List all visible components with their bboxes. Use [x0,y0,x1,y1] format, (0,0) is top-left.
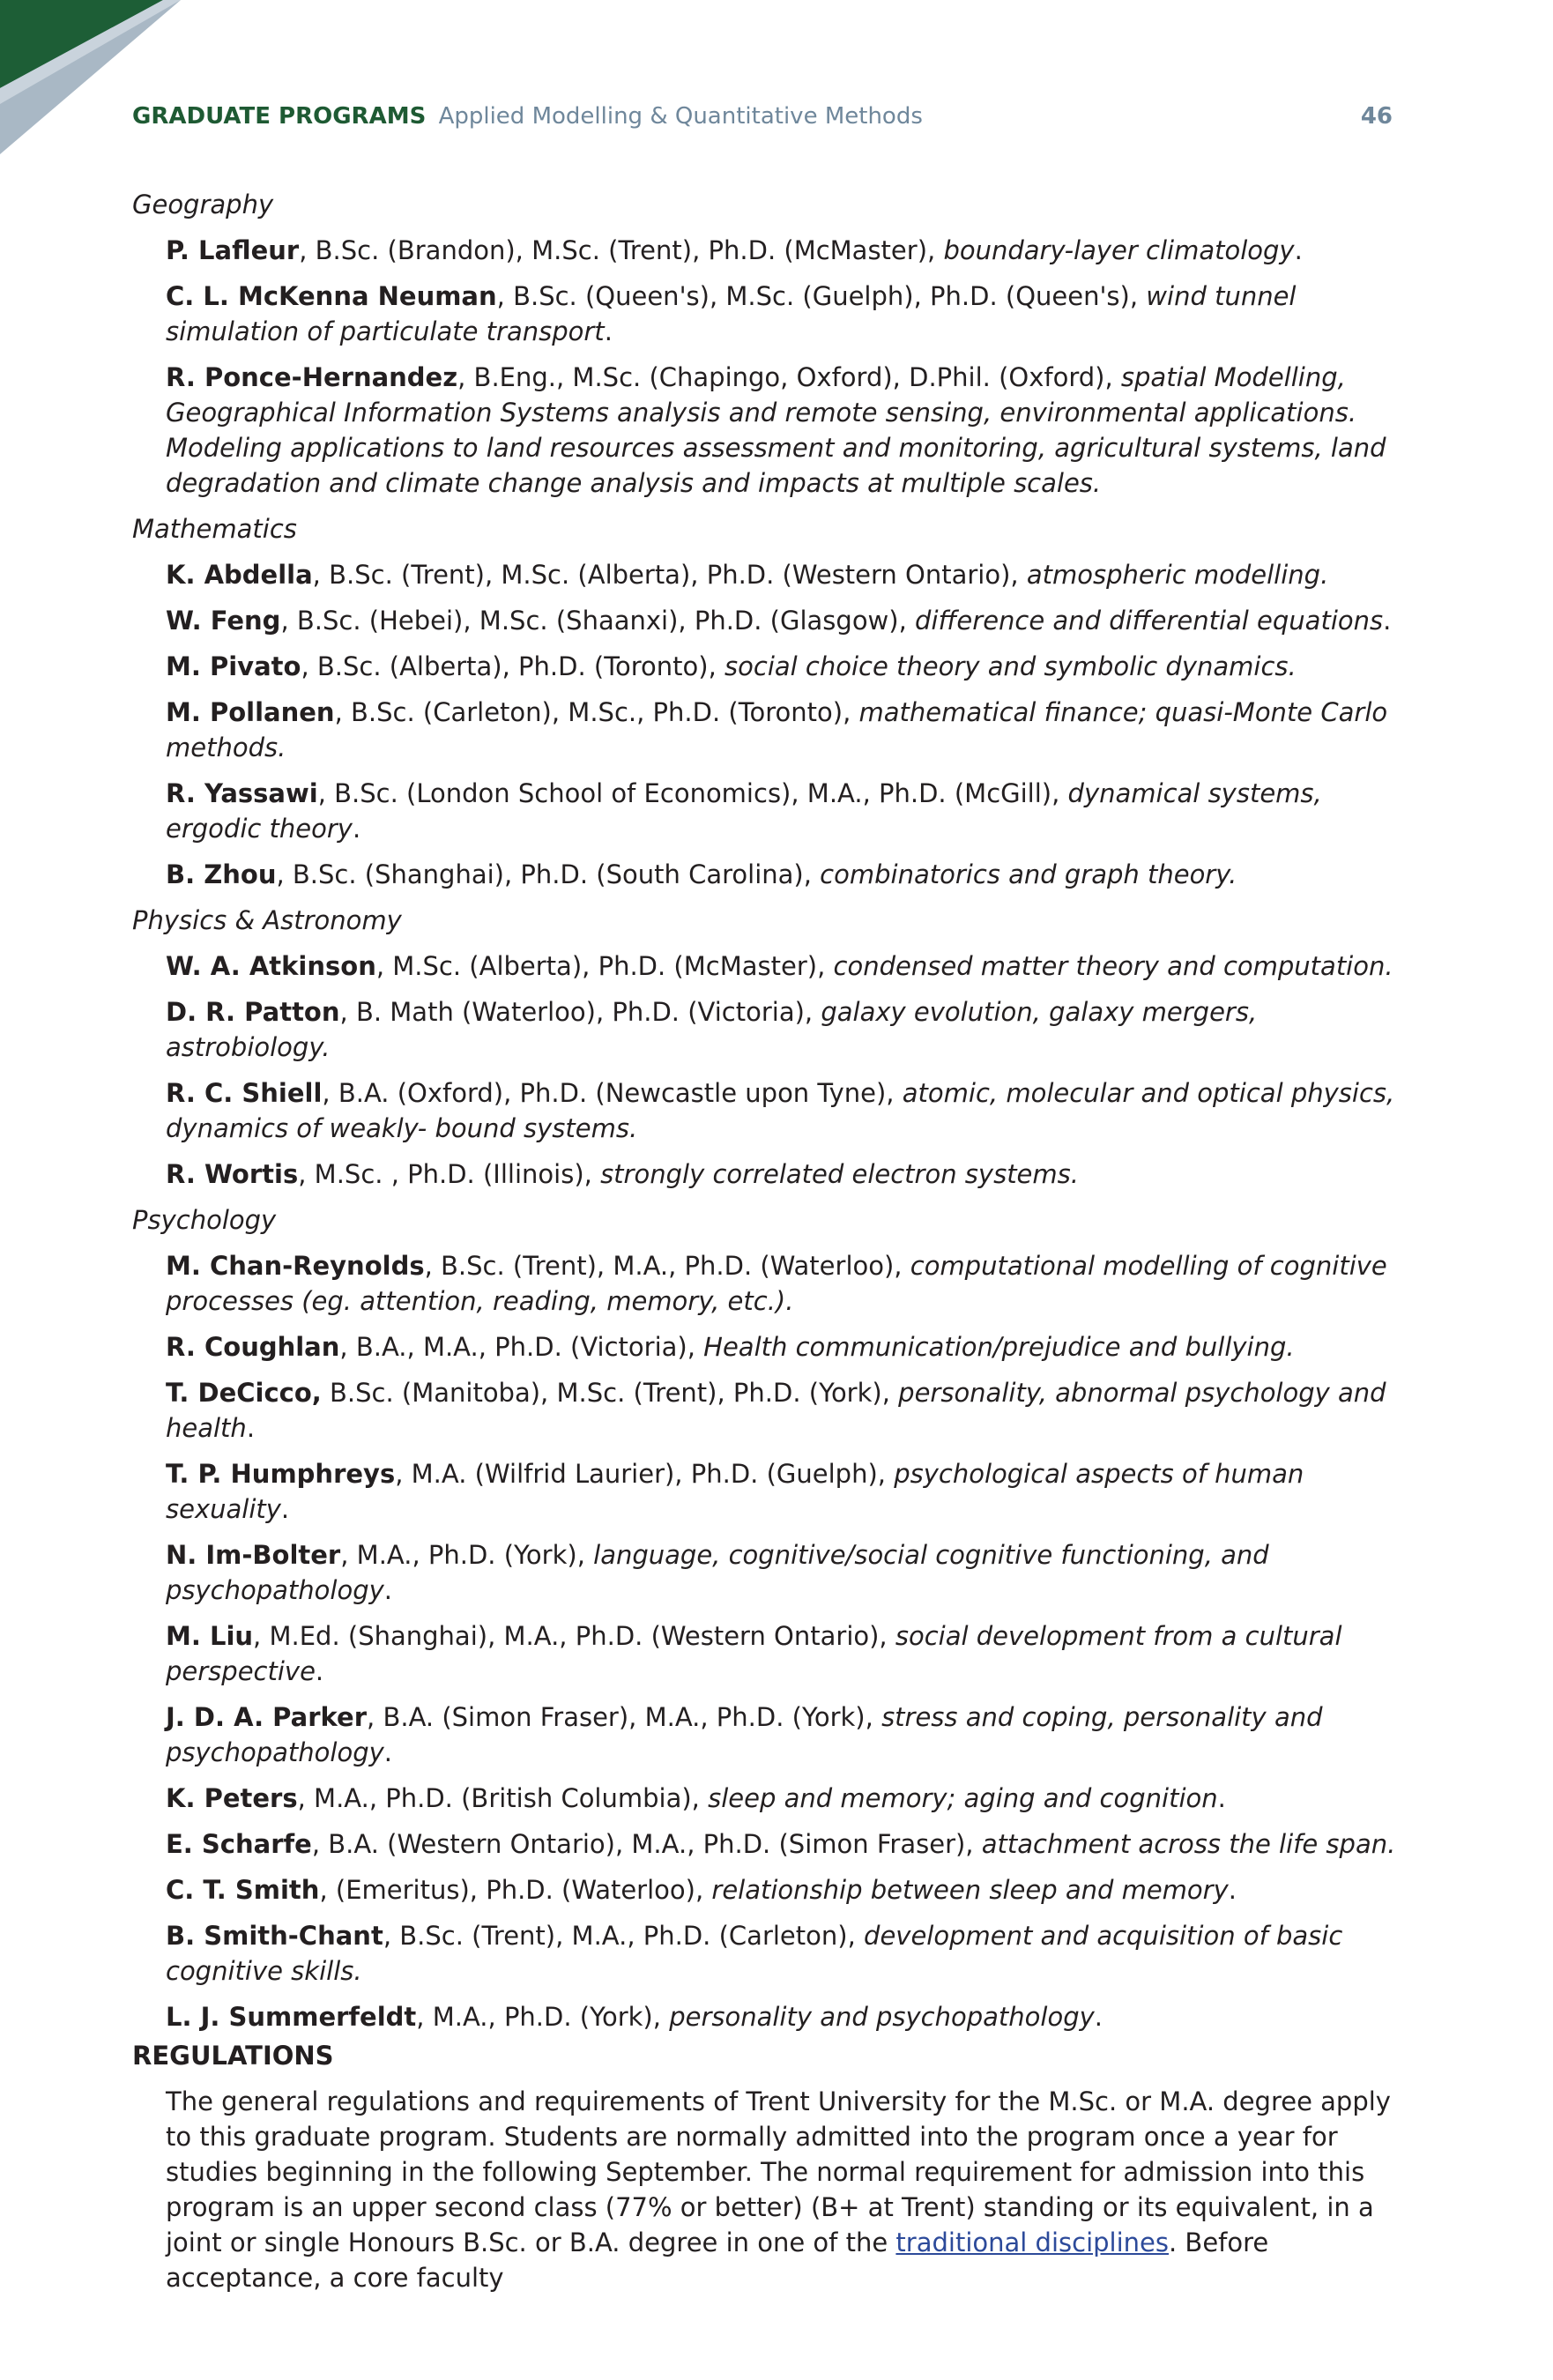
faculty-degrees: , B.A., M.A., Ph.D. (Victoria), [339,1332,704,1362]
faculty-degrees: , M.Sc. (Alberta), Ph.D. (McMaster), [375,951,834,981]
faculty-degrees: , M.A., Ph.D. (York), [416,2002,670,2032]
faculty-degrees: , M.A., Ph.D. (York), [340,1540,594,1570]
research-area: dynamical systems, ergodic theory [166,778,1322,844]
faculty-name: K. Abdella [166,560,313,590]
faculty-name: M. Pollanen [166,697,335,727]
faculty-degrees: , B.Sc. (London School of Economics), M.A., Ph.D. (McGill), [317,778,1068,808]
faculty-name: L. J. Summerfeldt [166,2002,417,2032]
research-area: social choice theory and symbolic dynamics. [724,651,1297,681]
faculty-degrees: , B.Sc. (Shanghai), Ph.D. (South Carolina), [276,859,821,889]
faculty-entry [166,1375,1401,1446]
faculty-degrees: , B.Sc. (Alberta), Ph.D. (Toronto), [301,651,725,681]
faculty-entry [166,1537,1401,1608]
research-area: combinatorics and graph theory. [820,859,1237,889]
faculty-degrees: , M.A. (Wilfrid Laurier), Ph.D. (Guelph), [395,1459,895,1489]
faculty-entry [166,557,1401,592]
faculty-entry [166,1999,1401,2034]
entry-end: . [383,1575,393,1605]
faculty-name: R. C. Shiell [166,1078,323,1108]
faculty-degrees: , B.Eng., M.Sc. (Chapingo, Oxford), D.Phil. (Oxford), [457,362,1121,392]
faculty-entry [166,233,1401,268]
faculty-degrees: , B.A. (Western Ontario), M.A., Ph.D. (Simon Fraser), [311,1829,982,1859]
entry-end: . [352,814,361,844]
faculty-name: J. D. A. Parker [166,1702,368,1732]
faculty-entry [166,1456,1401,1527]
faculty-name: M. Pivato [166,651,301,681]
regulations-text-after: . Before acceptance, a core faculty [166,2228,1269,2293]
faculty-degrees: , B.Sc. (Trent), M.Sc. (Alberta), Ph.D. (Western Ontario), [312,560,1027,590]
entry-end: . [1383,606,1392,636]
faculty-name: B. Zhou [166,859,277,889]
research-area: sleep and memory; aging and cognition [708,1783,1218,1813]
research-area: personality, abnormal psychology and health [166,1378,1386,1443]
faculty-degrees: , B.Sc. (Carleton), M.Sc., Ph.D. (Toronto), [334,697,859,727]
research-area: atomic, molecular and optical physics, dynamics of weakly- bound systems. [166,1078,1395,1143]
research-area: mathematical finance; quasi-Monte Carlo methods. [166,697,1388,762]
entry-end: . [1094,2002,1103,2032]
entry-end: . [1217,1783,1226,1813]
faculty-degrees: , M.Sc. , Ph.D. (Illinois), [298,1159,601,1189]
research-area: development and acquisition of basic cognitive skills. [166,1921,1343,1986]
regulations-heading: REGULATIONS [132,2041,334,2071]
traditional-disciplines-link[interactable]: traditional disciplines [895,2228,1169,2257]
faculty-name: K. Peters [166,1783,298,1813]
research-area: social development from a cultural perspective [166,1621,1342,1686]
faculty-entry [166,1699,1401,1770]
faculty-name: R. Ponce-Hernandez [166,362,458,392]
research-area: relationship between sleep and memory [711,1875,1229,1905]
entry-end: . [315,1656,324,1686]
faculty-listing [132,187,1401,2045]
section-heading: Physics & Astronomy [132,905,402,935]
faculty-entry [166,776,1401,846]
research-area: atmospheric modelling. [1026,560,1329,590]
faculty-entry [166,603,1401,638]
entry-end: . [1294,235,1303,265]
faculty-degrees: , B.A. (Simon Fraser), M.A., Ph.D. (York), [367,1702,882,1732]
faculty-name: W. Feng [166,606,281,636]
faculty-name: T. P. Humphreys [166,1459,396,1489]
faculty-degrees: , B.Sc. (Trent), M.A., Ph.D. (Carleton), [383,1921,865,1951]
faculty-degrees: , M.Ed. (Shanghai), M.A., Ph.D. (Western Ontario), [253,1621,895,1651]
research-area: computational modelling of cognitive processes (eg. attention, reading, memory, etc.). [166,1251,1387,1316]
section-heading: Geography [132,190,274,219]
entry-end: . [246,1413,256,1443]
faculty-entry [166,1329,1401,1365]
faculty-name: C. L. McKenna Neuman [166,281,497,311]
faculty-entry [166,1618,1401,1689]
faculty-entry [166,1826,1401,1862]
faculty-degrees: , B.Sc. (Brandon), M.Sc. (Trent), Ph.D. (McMaster), [299,235,944,265]
faculty-entry [166,948,1401,984]
research-area: galaxy evolution, galaxy mergers, astrobiology. [166,997,1258,1062]
research-area: spatial Modelling, Geographical Information Systems analysis and remote sensing, environmental applications. Modeling applications to land resources assessment and monitoring, agricultural systems, land degradation and climate change analysis and impacts at multiple scales. [166,362,1386,498]
entry-end: . [280,1494,290,1524]
section-heading: Psychology [132,1205,277,1235]
faculty-name: N. Im-Bolter [166,1540,341,1570]
regulations-text [166,2084,1401,2295]
faculty-entry [166,649,1401,684]
research-area: wind tunnel simulation of particulate transport [166,281,1297,346]
faculty-degrees: , B.A. (Oxford), Ph.D. (Newcastle upon Tyne), [322,1078,903,1108]
research-area: difference and differential equations [915,606,1384,636]
faculty-entry [166,1872,1401,1908]
entry-end: . [604,316,613,346]
page-header [132,95,1393,138]
research-area: condensed matter theory and computation. [833,951,1393,981]
faculty-entry [166,695,1401,765]
faculty-name: R. Wortis [166,1159,299,1189]
faculty-name: W. A. Atkinson [166,951,376,981]
regulations-text-before: The general regulations and requirements of Trent University for the M.Sc. or M.A. degree apply to this graduate program. Students are normally admitted into the program once a year for studies beginning in the following September. The normal requirement for admission into this program is an upper second class (77% or better) (B+ at Trent) standing or its equivalent, in a joint or single Honours B.Sc. or B.A. degree in one of the [166,2086,1391,2257]
page-number: 46 [1360,103,1393,130]
faculty-entry [166,1781,1401,1816]
section-heading: Mathematics [132,514,297,544]
faculty-degrees: , B.Sc. (Trent), M.A., Ph.D. (Waterloo), [424,1251,910,1281]
faculty-name: D. R. Patton [166,997,340,1027]
research-area: strongly correlated electron systems. [600,1159,1079,1189]
faculty-name: R. Coughlan [166,1332,340,1362]
faculty-degrees: B.Sc. (Manitoba), M.Sc. (Trent), Ph.D. (York), [321,1378,899,1408]
research-area: language, cognitive/social cognitive functioning, and psychopathology [166,1540,1269,1605]
header-title: GRADUATE PROGRAMS [132,103,427,130]
faculty-name: C. T. Smith [166,1875,320,1905]
faculty-entry [166,1918,1401,1989]
faculty-name: B. Smith-Chant [166,1921,383,1951]
entry-end: . [1228,1875,1237,1905]
faculty-entry [166,279,1401,349]
research-area: boundary-layer climatology [943,235,1295,265]
faculty-degrees: , M.A., Ph.D. (British Columbia), [297,1783,709,1813]
faculty-entry [166,1075,1401,1146]
research-area: Health communication/prejudice and bullying. [703,1332,1295,1362]
faculty-entry [166,1248,1401,1319]
faculty-name: M. Chan-Reynolds [166,1251,425,1281]
faculty-entry [166,1157,1401,1192]
faculty-entry [166,857,1401,892]
faculty-name: T. DeCicco, [166,1378,322,1408]
faculty-degrees: , (Emeritus), Ph.D. (Waterloo), [319,1875,712,1905]
research-area: personality and psychopathology [669,2002,1095,2032]
research-area: stress and coping, personality and psychopathology [166,1702,1323,1767]
regulations-section [132,2038,1401,2295]
faculty-name: R. Yassawi [166,778,318,808]
faculty-degrees: , B.Sc. (Hebei), M.Sc. (Shaanxi), Ph.D. (Glasgow), [280,606,916,636]
research-area: attachment across the life span. [981,1829,1396,1859]
research-area: psychological aspects of human sexuality [166,1459,1304,1524]
faculty-degrees: , B. Math (Waterloo), Ph.D. (Victoria), [339,997,821,1027]
faculty-degrees: , B.Sc. (Queen's), M.Sc. (Guelph), Ph.D. (Queen's), [496,281,1147,311]
faculty-name: P. Lafleur [166,235,300,265]
header-subtitle: Applied Modelling & Quantitative Methods [438,103,923,130]
faculty-name: M. Liu [166,1621,254,1651]
faculty-entry [166,994,1401,1065]
faculty-entry [166,360,1401,501]
entry-end: . [383,1737,393,1767]
faculty-name: E. Scharfe [166,1829,312,1859]
